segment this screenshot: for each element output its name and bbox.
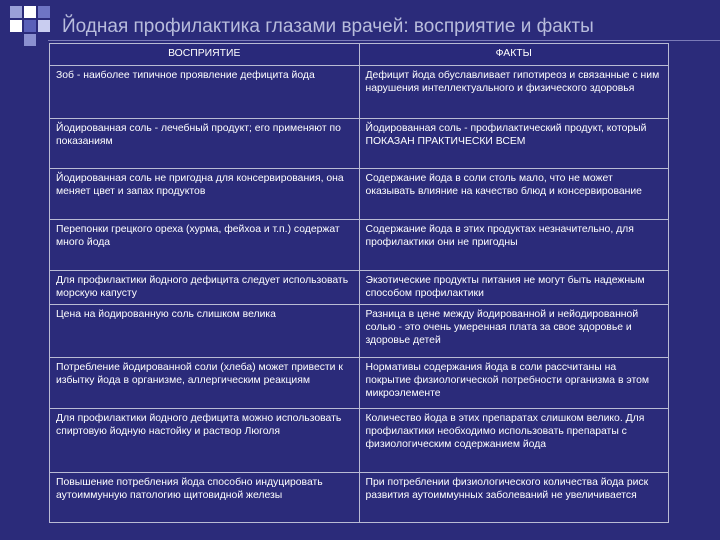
table-row xyxy=(50,169,669,220)
fact-cell: Нормативы содержания йода в соли рассчитаны на покрытие физиологической потребности организма в этом микроэлементе xyxy=(359,358,669,409)
table-row xyxy=(50,66,669,119)
table-row xyxy=(50,119,669,169)
square-1 xyxy=(10,6,22,18)
square-3 xyxy=(38,6,50,18)
table-header-row xyxy=(50,44,669,66)
perception-cell: Для профилактики йодного дефицита можно использовать спиртовую йодную настойку и раствор Люголя xyxy=(50,409,360,473)
fact-cell: Дефицит йода обуславливает гипотиреоз и связанные с ним нарушения интеллектуального и физического здоровья xyxy=(359,66,669,119)
slide-title: Йодная профилактика глазами врачей: восприятие и факты xyxy=(62,16,594,37)
fact-cell: При потреблении физиологического количества йода риск развития аутоиммунных заболеваний не увеличивается xyxy=(359,473,669,523)
fact-cell: Содержание йода в этих продуктах незначительно, для профилактики они не пригодны xyxy=(359,220,669,271)
table-row xyxy=(50,409,669,473)
perception-cell: Потребление йодированной соли (хлеба) может привести к избытку йода в организме, аллергическим реакциям xyxy=(50,358,360,409)
table-row xyxy=(50,305,669,358)
header-facts: ФАКТЫ xyxy=(359,44,669,66)
table-row xyxy=(50,473,669,523)
perception-cell: Йодированная соль - лечебный продукт; его применяют по показаниям xyxy=(50,119,360,169)
perception-cell: Йодированная соль не пригодна для консервирования, она меняет цвет и запах продуктов xyxy=(50,169,360,220)
fact-cell: Количество йода в этих препаратах слишком велико. Для профилактики необходимо использовать препараты с физиологическим содержанием йода xyxy=(359,409,669,473)
perception-cell: Цена на йодированную соль слишком велика xyxy=(50,305,360,358)
perception-cell: Перепонки грецкого ореха (хурма, фейхоа и т.п.) содержат много йода xyxy=(50,220,360,271)
square-6 xyxy=(38,20,50,32)
square-2 xyxy=(24,6,36,18)
perception-cell: Повышение потребления йода способно индуцировать аутоиммунную патологию щитовидной железы xyxy=(50,473,360,523)
square-4 xyxy=(10,20,22,32)
header-perception: ВОСПРИЯТИЕ xyxy=(50,44,360,66)
fact-cell: Экзотические продукты питания не могут быть надежным способом профилактики xyxy=(359,271,669,305)
square-7 xyxy=(24,34,36,46)
perception-facts-table xyxy=(49,43,669,523)
perception-cell: Для профилактики йодного дефицита следует использовать морскую капусту xyxy=(50,271,360,305)
table-row xyxy=(50,358,669,409)
fact-cell: Содержание йода в соли столь мало, что не может оказывать влияние на качество блюд и консервирование xyxy=(359,169,669,220)
perception-cell: Зоб - наиболее типичное проявление дефицита йода xyxy=(50,66,360,119)
table-row xyxy=(50,271,669,305)
fact-cell: Йодированная соль - профилактический продукт, который ПОКАЗАН ПРАКТИЧЕСКИ ВСЕМ xyxy=(359,119,669,169)
square-5 xyxy=(24,20,36,32)
table-row xyxy=(50,220,669,271)
title-underline xyxy=(48,40,720,41)
fact-cell: Разница в цене между йодированной и нейодированной солью - это очень умеренная плата за свое здоровье и здоровье детей xyxy=(359,305,669,358)
